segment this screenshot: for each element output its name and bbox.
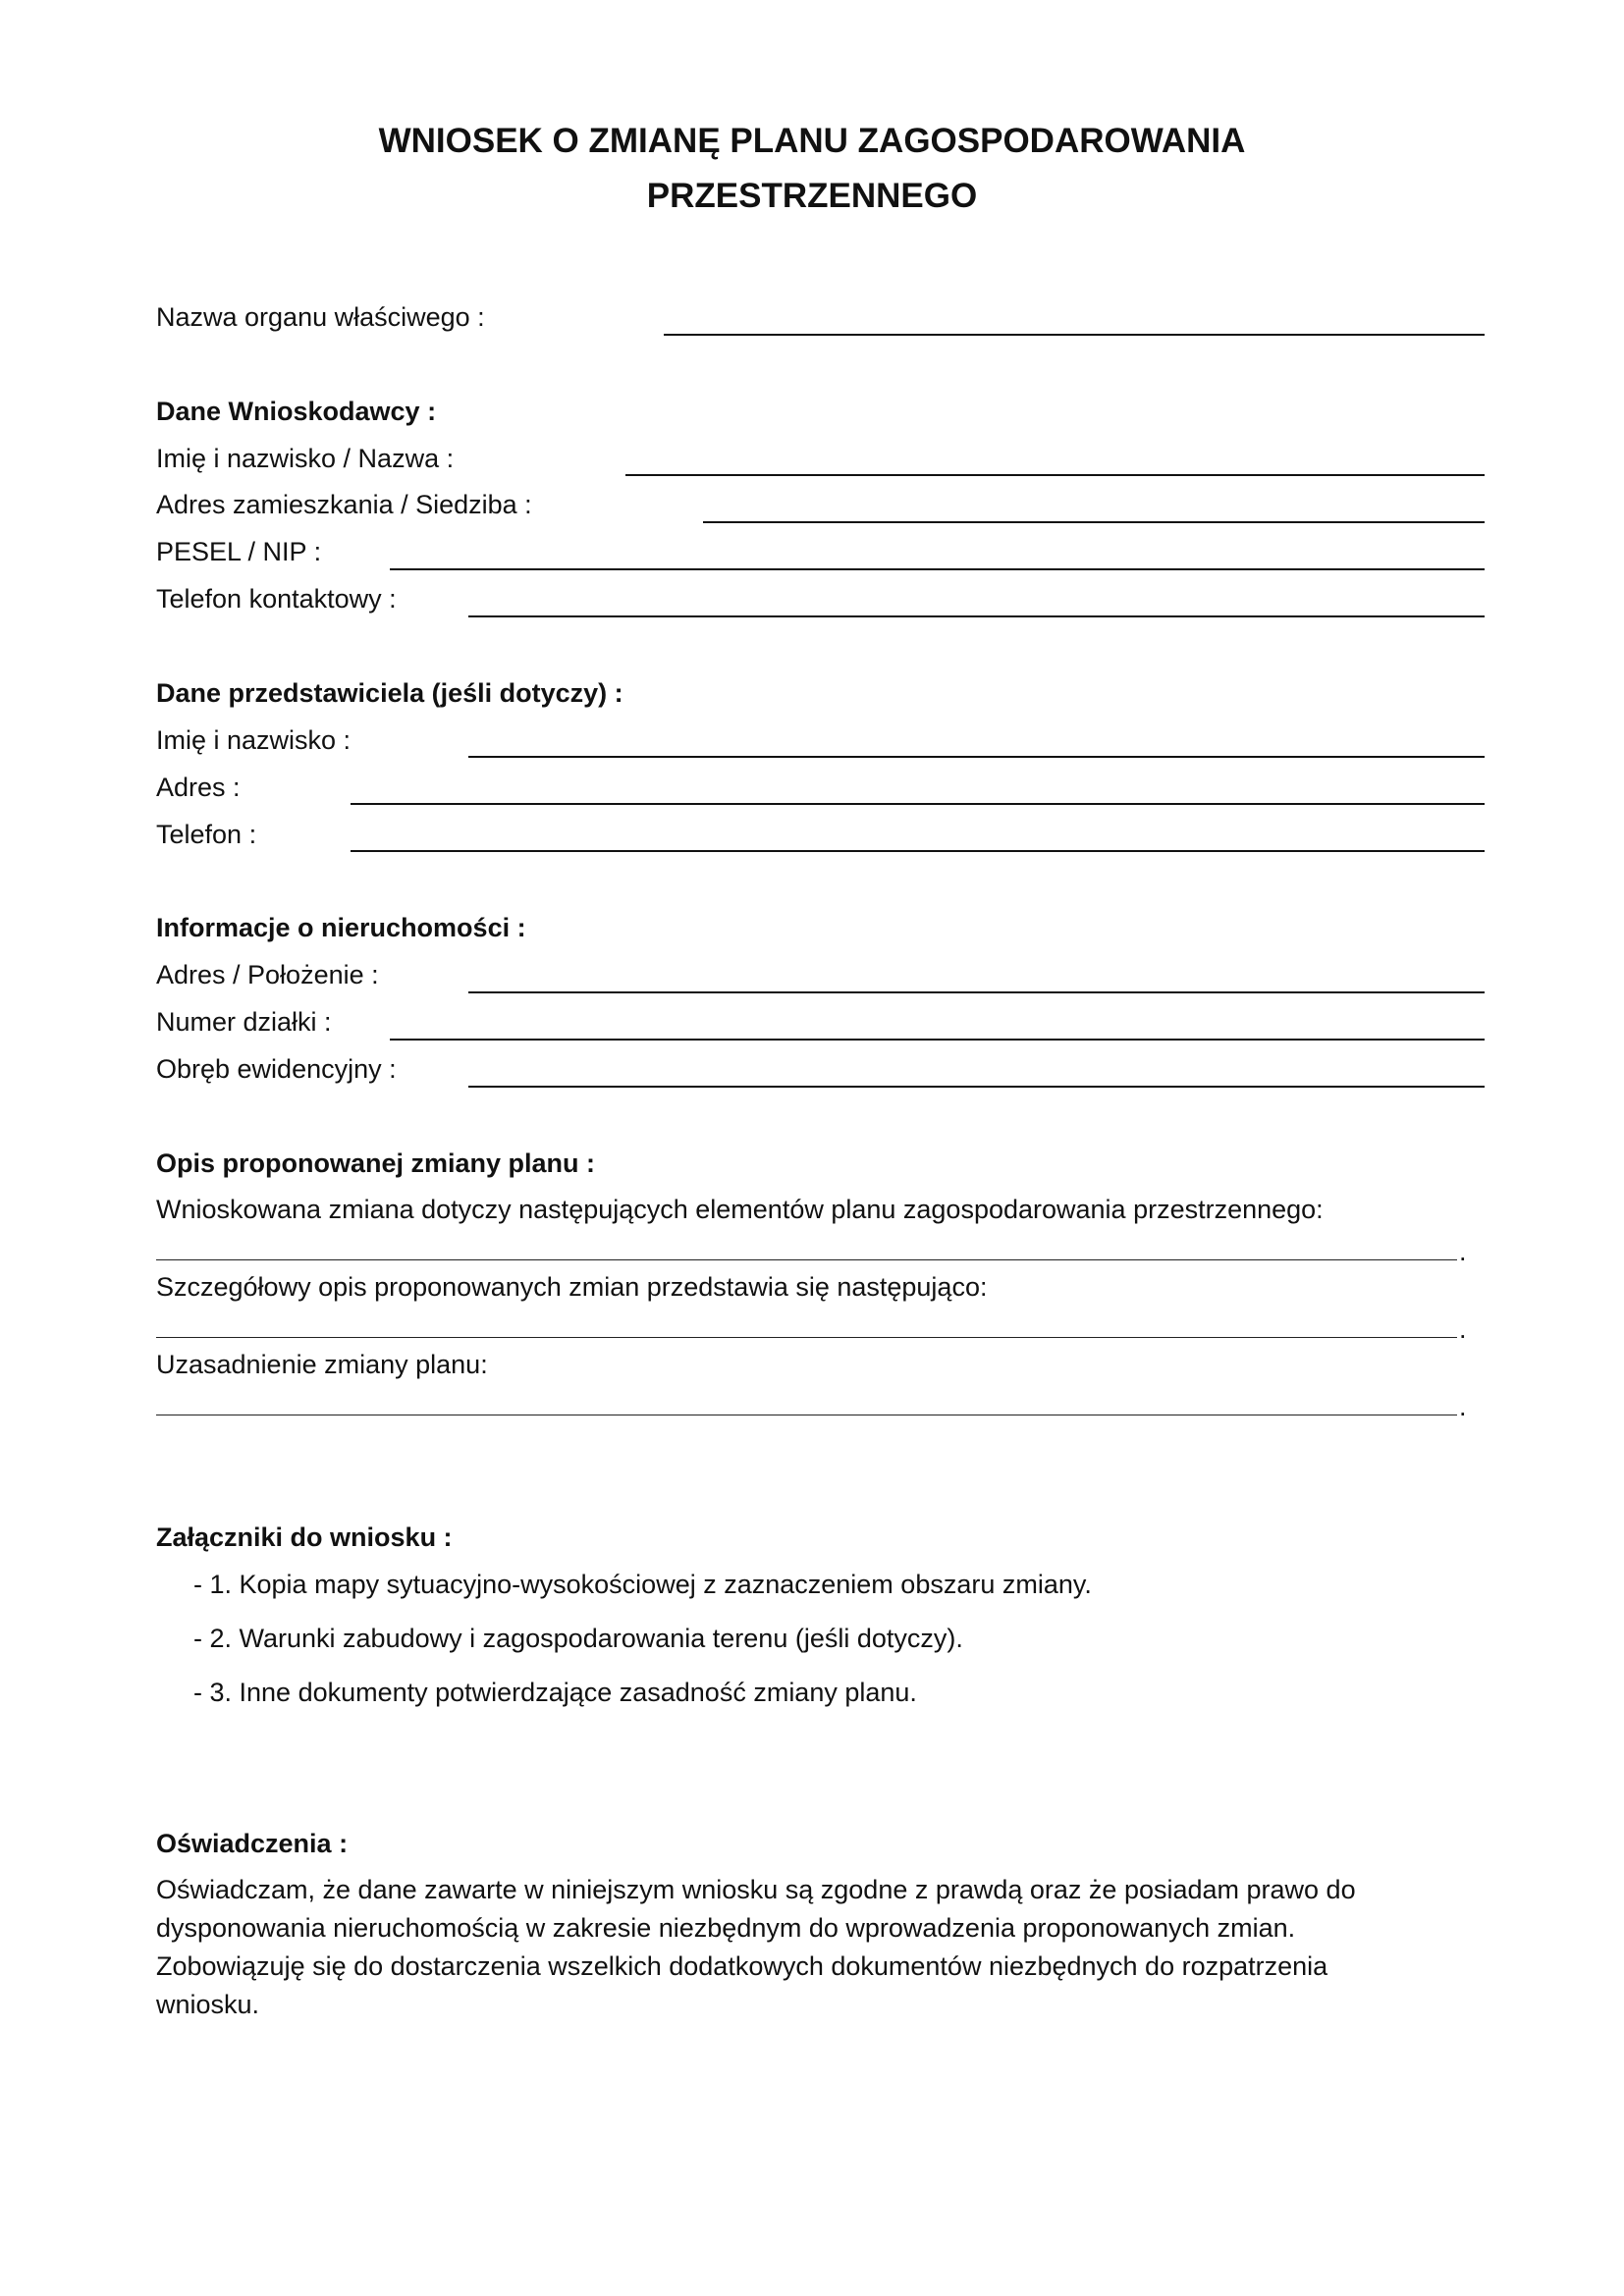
description-question-2: Szczegółowy opis proponowanych zmian przedstawia się następująco:	[156, 1272, 988, 1302]
representative-address-label: Adres :	[156, 773, 241, 802]
applicant-id-field[interactable]	[390, 568, 1485, 570]
line-end-dot: .	[1459, 1392, 1467, 1421]
description-question-3: Uzasadnienie zmiany planu:	[156, 1350, 488, 1379]
document-title-line1: WNIOSEK O ZMIANĘ PLANU ZAGOSPODAROWANIA	[378, 122, 1246, 160]
description-heading: Opis proponowanej zmiany planu :	[156, 1148, 596, 1178]
applicant-address-label: Adres zamieszkania / Siedziba :	[156, 490, 532, 519]
line-end-dot: .	[1459, 1237, 1467, 1266]
property-plot-label: Numer działki :	[156, 1007, 332, 1037]
representative-name-label: Imię i nazwisko :	[156, 725, 352, 755]
property-address-label: Adres / Położenie :	[156, 960, 379, 989]
attachments-heading: Załączniki do wniosku :	[156, 1522, 453, 1552]
description-answer-1-field[interactable]	[156, 1259, 1457, 1260]
property-address-field[interactable]	[468, 991, 1485, 993]
applicant-phone-label: Telefon kontaktowy :	[156, 584, 397, 614]
attachment-item: - 1. Kopia mapy sytuacyjno-wysokościowej z zaznaczeniem obszaru zmiany.	[193, 1570, 1092, 1599]
property-heading: Informacje o nieruchomości :	[156, 913, 526, 942]
applicant-phone-field[interactable]	[468, 615, 1485, 617]
attachment-item: - 3. Inne dokumenty potwierdzające zasadność zmiany planu.	[193, 1678, 917, 1707]
applicant-name-field[interactable]	[625, 474, 1485, 476]
representative-address-field[interactable]	[351, 803, 1485, 805]
declarations-heading: Oświadczenia :	[156, 1829, 349, 1858]
property-plot-field[interactable]	[390, 1039, 1485, 1041]
representative-phone-field[interactable]	[351, 850, 1485, 852]
property-precinct-label: Obręb ewidencyjny :	[156, 1054, 397, 1084]
property-precinct-field[interactable]	[468, 1086, 1485, 1088]
description-answer-2-field[interactable]	[156, 1337, 1457, 1338]
representative-heading: Dane przedstawiciela (jeśli dotyczy) :	[156, 678, 623, 708]
representative-phone-label: Telefon :	[156, 820, 257, 849]
attachment-item: - 2. Warunki zabudowy i zagospodarowania terenu (jeśli dotyczy).	[193, 1624, 963, 1653]
applicant-id-label: PESEL / NIP :	[156, 537, 322, 566]
line-end-dot: .	[1459, 1314, 1467, 1344]
description-question-1: Wnioskowana zmiana dotyczy następujących elementów planu zagospodarowania przestrzennego:	[156, 1195, 1324, 1224]
authority-label: Nazwa organu właściwego :	[156, 302, 485, 332]
representative-name-field[interactable]	[468, 756, 1485, 758]
authority-field[interactable]	[664, 334, 1485, 336]
applicant-address-field[interactable]	[703, 521, 1485, 523]
declarations-text: Oświadczam, że dane zawarte w niniejszym wniosku są zgodne z prawdą oraz że posiadam prawo do dysponowania nieruchomością w zakresie niezbędnym do wprowadzenia proponowanych zmian. Zobowiązuję się do dostarczenia wszelkich dodatkowych dokumentów niezbędnych do rozpatrzenia wniosku.	[156, 1875, 1356, 2019]
document-title-line2: PRZESTRZENNEGO	[646, 177, 978, 215]
applicant-name-label: Imię i nazwisko / Nazwa :	[156, 444, 455, 473]
applicant-heading: Dane Wnioskodawcy :	[156, 397, 437, 426]
